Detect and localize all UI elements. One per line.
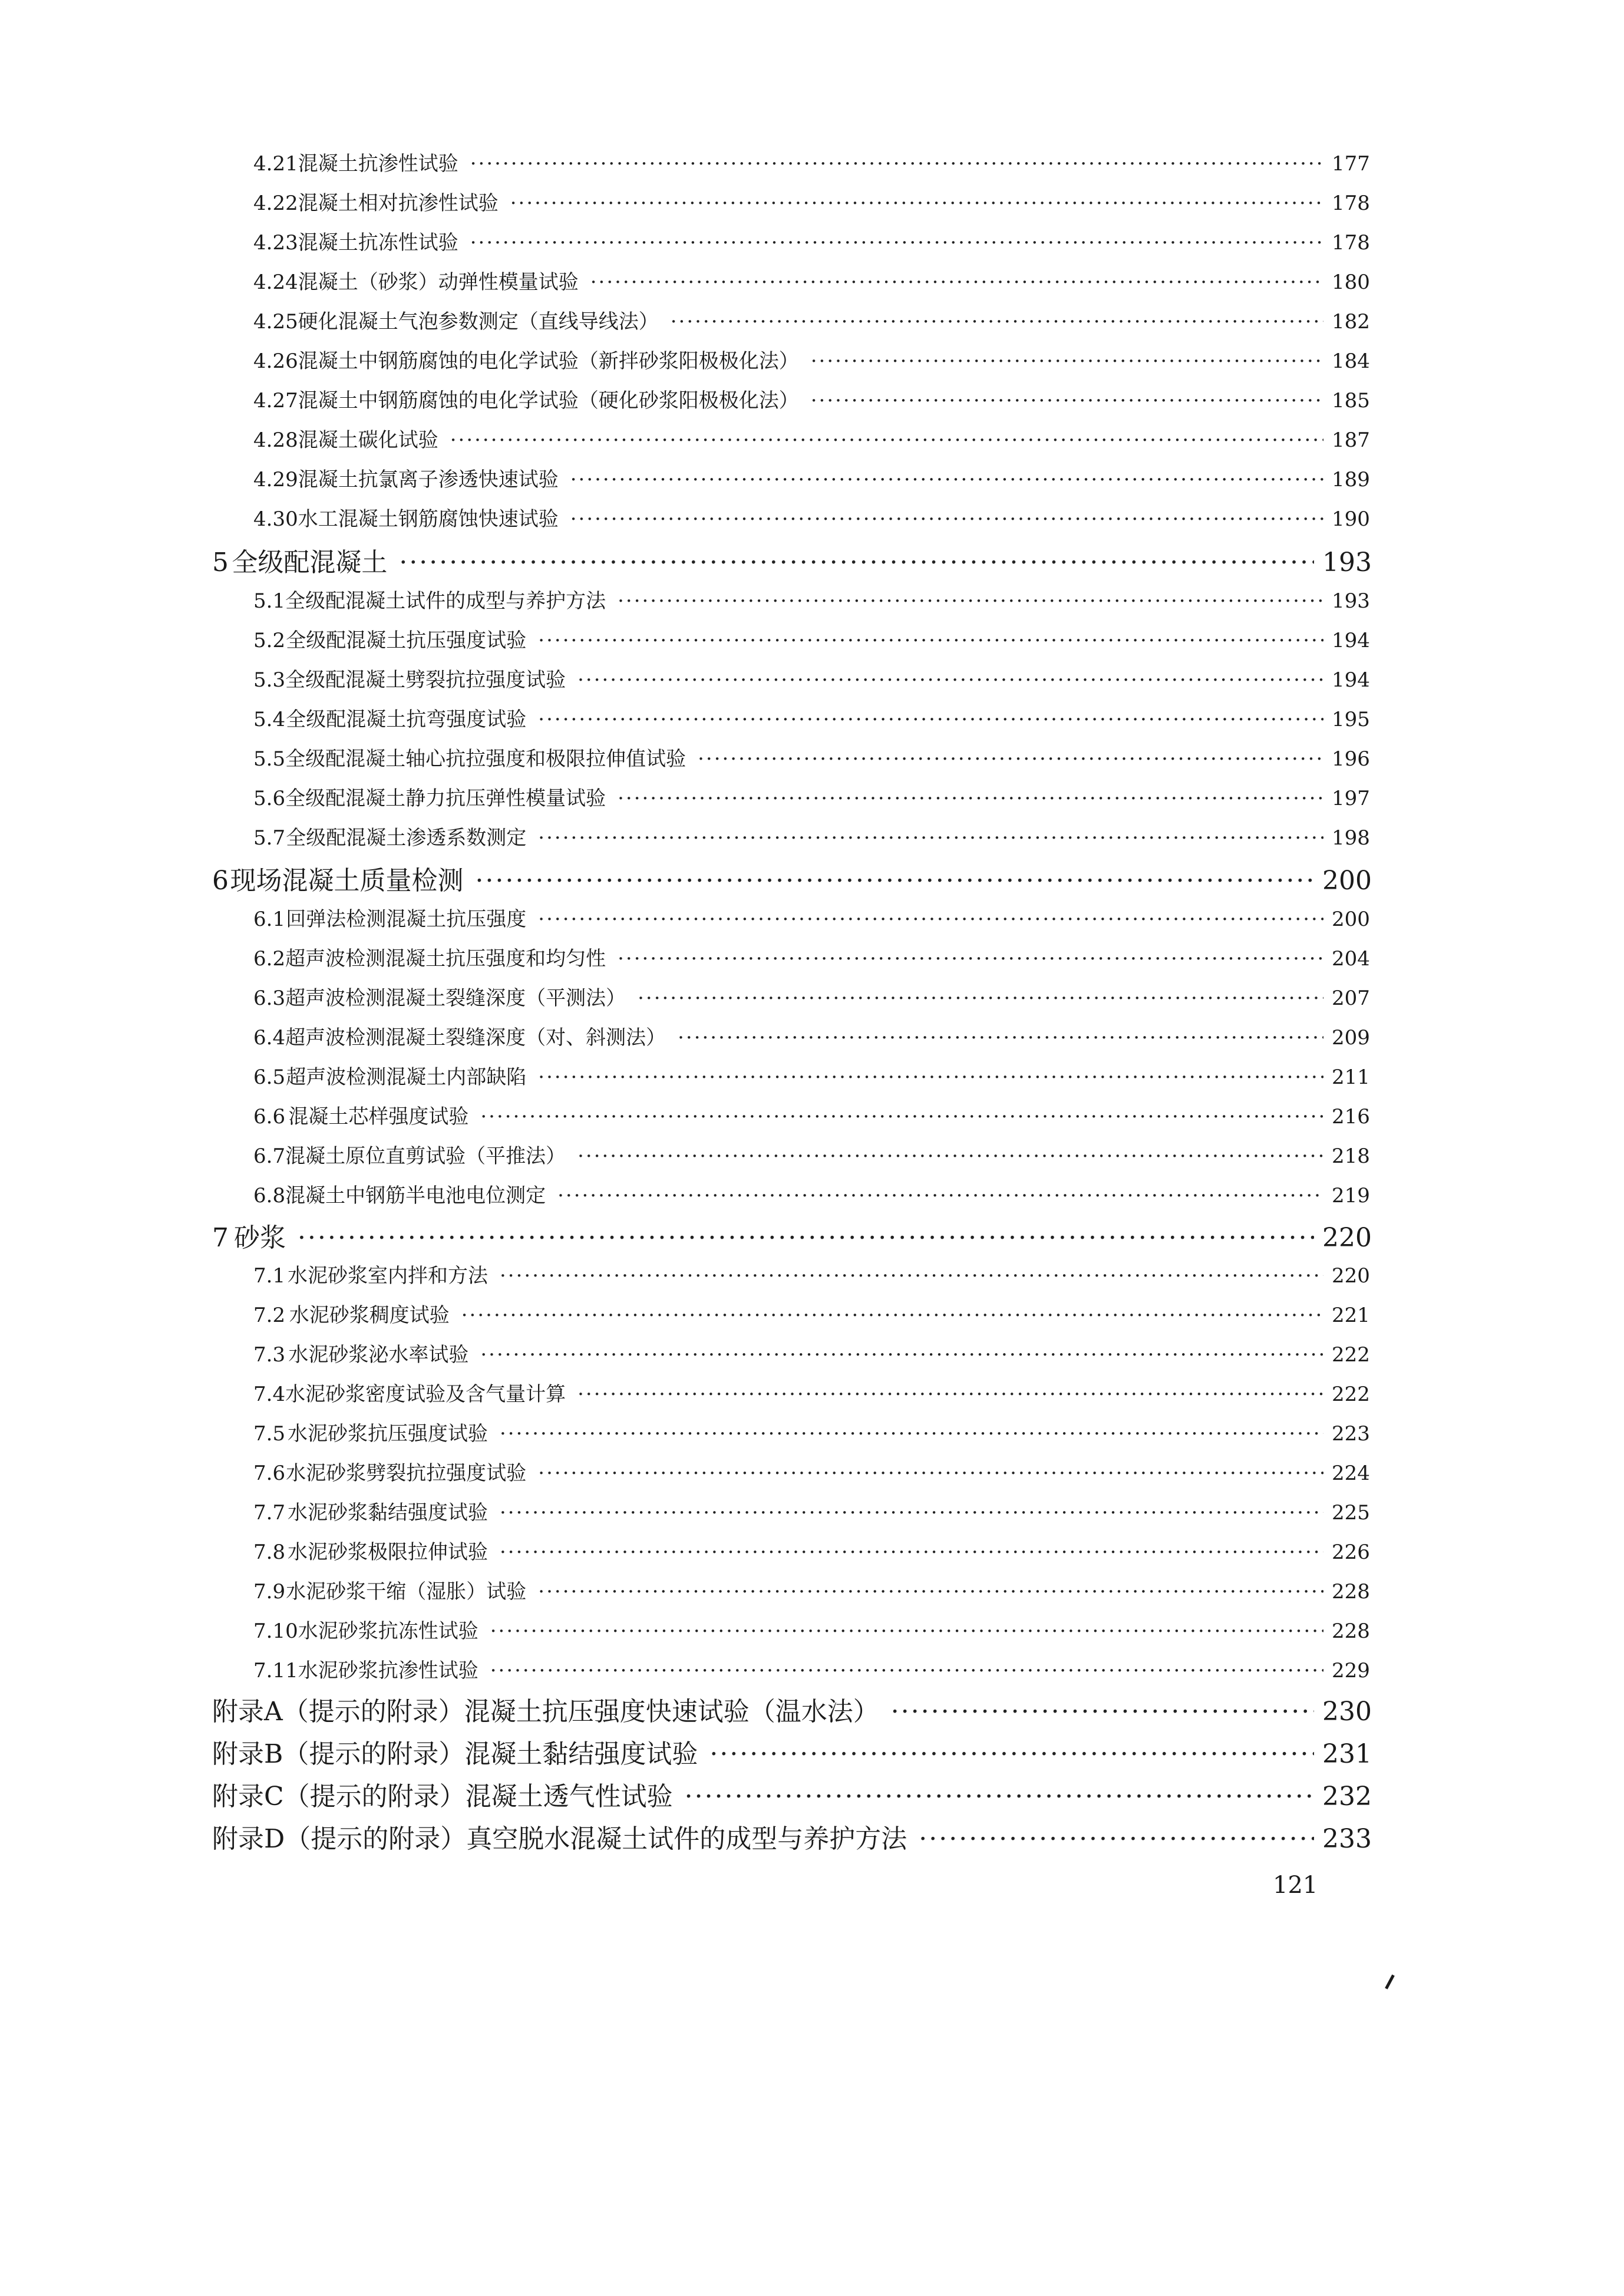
dot-leader (698, 747, 1323, 771)
dot-leader (298, 1223, 1314, 1253)
section-number: 6.5 (253, 1065, 286, 1089)
section-title: 回弹法检测混凝土抗压强度 (286, 908, 527, 931)
section-title: 水泥砂浆密度试验及含气量计算 (285, 1383, 566, 1406)
toc-entry[interactable] (0, 1496, 1624, 1525)
toc-entry[interactable] (0, 1299, 1624, 1328)
dot-leader (490, 1659, 1323, 1683)
chapter-title: 砂浆 (234, 1223, 286, 1253)
toc-entry[interactable] (0, 782, 1624, 811)
section-title: 水泥砂浆泌水率试验 (288, 1343, 469, 1367)
section-number: 7.11 (253, 1659, 298, 1683)
section-number: 6.7 (253, 1144, 286, 1168)
section-title: 全级配混凝土试件的成型与养护方法 (285, 589, 606, 613)
section-title: 混凝土中钢筋半电池电位测定 (285, 1184, 546, 1208)
section-number: 5.5 (253, 747, 286, 771)
section-number: 7.2 (253, 1304, 286, 1327)
page-number: 197 (1332, 787, 1370, 810)
dot-leader (570, 468, 1323, 491)
dot-leader (557, 1184, 1323, 1208)
dot-leader (538, 908, 1323, 931)
dot-leader (671, 310, 1323, 334)
page-number: 180 (1332, 270, 1370, 294)
page-number: 189 (1332, 468, 1370, 491)
dot-leader (490, 1619, 1323, 1643)
toc-entry[interactable] (0, 503, 1624, 532)
appendix-label: 附录D (212, 1824, 285, 1854)
toc-appendix[interactable] (0, 1817, 1624, 1855)
toc-entry[interactable] (0, 384, 1624, 413)
section-number: 5.4 (253, 708, 286, 731)
section-title: 混凝土碳化试验 (298, 428, 438, 452)
toc-entry[interactable] (0, 585, 1624, 613)
page-number: 231 (1322, 1739, 1372, 1769)
section-number: 7.7 (253, 1501, 286, 1525)
toc-entry[interactable] (0, 942, 1624, 971)
section-number: 4.22 (253, 192, 298, 215)
section-title: 水泥砂浆抗压强度试验 (288, 1422, 488, 1446)
dot-leader (399, 547, 1314, 578)
section-number: 7.6 (253, 1462, 286, 1485)
toc-entry[interactable] (0, 703, 1624, 732)
toc-entry[interactable] (0, 1021, 1624, 1050)
dot-leader (461, 1304, 1323, 1327)
page-number: 224 (1332, 1462, 1370, 1485)
page-number: 218 (1332, 1144, 1370, 1168)
toc-entry[interactable] (0, 463, 1624, 492)
section-title: 水泥砂浆干缩（湿胀）试验 (286, 1580, 527, 1604)
section-title: 水泥砂浆室内拌和方法 (288, 1264, 488, 1288)
dot-leader (500, 1422, 1323, 1446)
appendix-label: 附录A (212, 1697, 283, 1727)
toc-chapter[interactable] (0, 859, 1624, 897)
toc-entry[interactable] (0, 266, 1624, 295)
page-number: 194 (1332, 629, 1370, 652)
toc-chapter[interactable] (0, 541, 1624, 579)
section-title: 混凝土中钢筋腐蚀的电化学试验（硬化砂浆阳极极化法） (298, 389, 799, 413)
dot-leader (450, 428, 1323, 452)
page-number: 229 (1332, 1659, 1370, 1683)
dot-leader (500, 1264, 1323, 1288)
dot-leader (811, 389, 1323, 413)
page-number: 193 (1322, 547, 1372, 578)
toc-entry[interactable] (0, 1417, 1624, 1446)
toc-entry[interactable] (0, 424, 1624, 453)
section-title: 水泥砂浆抗渗性试验 (298, 1659, 478, 1683)
page-number: 216 (1332, 1105, 1370, 1129)
section-title: 混凝土抗冻性试验 (298, 231, 458, 255)
toc-entry[interactable] (0, 1457, 1624, 1486)
toc-entry[interactable] (0, 822, 1624, 850)
page-number: 230 (1322, 1697, 1372, 1727)
dot-leader (618, 589, 1323, 613)
dot-leader (538, 629, 1323, 652)
page-number: 187 (1332, 428, 1370, 452)
section-title: 全级配混凝土抗弯强度试验 (286, 708, 527, 731)
section-title: 水工混凝土钢筋腐蚀快速试验 (298, 507, 559, 531)
page-number: 178 (1332, 192, 1370, 215)
appendix-title: （提示的附录）混凝土抗压强度快速试验（温水法） (282, 1697, 879, 1727)
page-number: 184 (1332, 349, 1370, 373)
section-number: 5.2 (253, 629, 286, 652)
section-number: 4.29 (253, 468, 298, 491)
page-number: 194 (1332, 668, 1370, 692)
section-title: 超声波检测混凝土抗压强度和均匀性 (285, 947, 606, 971)
section-number: 4.27 (253, 389, 298, 413)
dot-leader (618, 787, 1323, 810)
section-number: 4.23 (253, 231, 298, 255)
toc-entry[interactable] (0, 743, 1624, 771)
section-number: 7.3 (253, 1343, 286, 1367)
appendix-label: 附录C (212, 1782, 284, 1812)
toc-appendix[interactable] (0, 1733, 1624, 1770)
dot-leader (538, 826, 1323, 850)
section-number: 7.5 (253, 1422, 286, 1446)
section-title: 混凝土抗渗性试验 (298, 152, 458, 176)
page-number: 177 (1332, 152, 1370, 176)
section-title: 硬化混凝土气泡参数测定（直线导线法） (298, 310, 659, 334)
section-title: 混凝土相对抗渗性试验 (298, 192, 499, 215)
dot-leader (470, 152, 1323, 176)
section-title: 超声波检测混凝土裂缝深度（对、斜测法） (285, 1026, 666, 1050)
chapter-number: 7 (212, 1223, 229, 1253)
page-number: 221 (1332, 1304, 1370, 1327)
dot-leader (919, 1824, 1314, 1854)
section-number: 7.10 (253, 1619, 298, 1643)
toc-entry[interactable] (0, 345, 1624, 374)
dot-leader (678, 1026, 1323, 1050)
page-number: 233 (1322, 1824, 1372, 1854)
dot-leader (577, 1144, 1323, 1168)
section-number: 4.30 (253, 507, 298, 531)
section-number: 4.24 (253, 270, 298, 294)
page-number: 223 (1332, 1422, 1370, 1446)
page-number: 200 (1322, 866, 1372, 896)
dot-leader (480, 1343, 1323, 1367)
page-number: 196 (1332, 747, 1370, 771)
dot-leader (709, 1739, 1314, 1769)
section-title: 全级配混凝土渗透系数测定 (286, 826, 527, 850)
dot-leader (638, 987, 1323, 1010)
toc-appendix[interactable] (0, 1690, 1624, 1728)
dot-leader (538, 1065, 1323, 1089)
section-number: 4.21 (253, 152, 298, 176)
stray-pen-mark (1385, 1974, 1395, 1989)
section-title: 全级配混凝土抗压强度试验 (286, 629, 527, 652)
page-number: 182 (1332, 310, 1370, 334)
toc-entry[interactable] (0, 147, 1624, 176)
page-number: 193 (1332, 589, 1370, 613)
section-number: 6.8 (253, 1184, 286, 1208)
toc-entry[interactable] (0, 624, 1624, 653)
folio-page-number: 121 (1273, 1872, 1318, 1899)
section-title: 混凝土原位直剪试验（平推法） (285, 1144, 566, 1168)
dot-leader (480, 1105, 1323, 1129)
appendix-title: （提示的附录）真空脱水混凝土试件的成型与养护方法 (285, 1824, 907, 1854)
toc-chapter[interactable] (0, 1216, 1624, 1254)
section-title: 超声波检测混凝土内部缺陷 (286, 1065, 527, 1089)
toc-entry[interactable] (0, 903, 1624, 932)
dot-leader (577, 1383, 1323, 1406)
page-number: 220 (1322, 1223, 1372, 1253)
dot-leader (618, 947, 1323, 971)
section-number: 5.7 (253, 826, 286, 850)
page-number: 190 (1332, 507, 1370, 531)
toc-entry[interactable] (0, 1061, 1624, 1090)
toc-entry[interactable] (0, 1654, 1624, 1683)
page-number: 225 (1332, 1501, 1370, 1525)
section-title: 混凝土中钢筋腐蚀的电化学试验（新拌砂浆阳极极化法） (298, 349, 799, 373)
dot-leader (500, 1540, 1323, 1564)
section-title: 水泥砂浆极限拉伸试验 (288, 1540, 488, 1564)
section-number: 7.9 (253, 1580, 286, 1604)
toc-entry[interactable] (0, 1338, 1624, 1367)
toc-entry[interactable] (0, 1575, 1624, 1604)
page-number: 219 (1332, 1184, 1370, 1208)
section-title: 水泥砂浆稠度试验 (289, 1304, 450, 1327)
dot-leader (470, 231, 1323, 255)
dot-leader (538, 708, 1323, 731)
page-number: 185 (1332, 389, 1370, 413)
section-number: 4.25 (253, 310, 298, 334)
page-number: 226 (1332, 1540, 1370, 1564)
section-number: 5.1 (253, 589, 286, 613)
dot-leader (811, 349, 1323, 373)
section-number: 4.28 (253, 428, 298, 452)
page-number: 195 (1332, 708, 1370, 731)
page-number: 228 (1332, 1619, 1370, 1643)
page-number: 200 (1332, 908, 1370, 931)
section-number: 6.6 (253, 1105, 286, 1129)
toc-entry[interactable] (0, 187, 1624, 216)
section-number: 6.4 (253, 1026, 286, 1050)
section-title: 全级配混凝土轴心抗拉强度和极限拉伸值试验 (285, 747, 686, 771)
page-number: 198 (1332, 826, 1370, 850)
appendix-label: 附录B (212, 1739, 283, 1769)
chapter-title: 全级配混凝土 (232, 547, 388, 578)
toc-appendix[interactable] (0, 1775, 1624, 1813)
dot-leader (590, 270, 1323, 294)
page-number: 178 (1332, 231, 1370, 255)
dot-leader (685, 1782, 1314, 1812)
dot-leader (538, 1462, 1323, 1485)
section-title: 混凝土芯样强度试验 (288, 1105, 469, 1129)
toc-entry[interactable] (0, 1179, 1624, 1208)
dot-leader (577, 668, 1323, 692)
dot-leader (476, 866, 1314, 896)
section-number: 5.3 (253, 668, 286, 692)
dot-leader (538, 1580, 1323, 1604)
page-number: 211 (1332, 1065, 1370, 1089)
section-title: 混凝土抗氯离子渗透快速试验 (298, 468, 559, 491)
page-number: 204 (1332, 947, 1370, 971)
section-title: 水泥砂浆抗冻性试验 (298, 1619, 478, 1643)
section-title: 水泥砂浆劈裂抗拉强度试验 (286, 1462, 527, 1485)
chapter-title: 现场混凝土质量检测 (230, 866, 464, 896)
section-title: 超声波检测混凝土裂缝深度（平测法） (285, 987, 626, 1010)
section-title: 混凝土（砂浆）动弹性模量试验 (298, 270, 579, 294)
section-number: 6.3 (253, 987, 286, 1010)
toc-entry[interactable] (0, 664, 1624, 692)
dot-leader (891, 1697, 1314, 1727)
toc-entry[interactable] (0, 1378, 1624, 1407)
page-number: 232 (1322, 1782, 1372, 1812)
page-number: 222 (1332, 1343, 1370, 1367)
page-number: 220 (1332, 1264, 1370, 1288)
toc-entry[interactable] (0, 1259, 1624, 1288)
toc-entry[interactable] (0, 1615, 1624, 1644)
section-number: 6.2 (253, 947, 286, 971)
toc-entry[interactable] (0, 1100, 1624, 1129)
section-number: 7.4 (253, 1383, 286, 1406)
toc-entry[interactable] (0, 305, 1624, 334)
chapter-number: 5 (212, 547, 229, 578)
section-number: 7.1 (253, 1264, 286, 1288)
toc-entry[interactable] (0, 1140, 1624, 1169)
toc-entry[interactable] (0, 982, 1624, 1011)
section-number: 4.26 (253, 349, 298, 373)
dot-leader (510, 192, 1323, 215)
toc-entry[interactable] (0, 1536, 1624, 1565)
appendix-title: （提示的附录）混凝土黏结强度试验 (283, 1739, 698, 1769)
toc-entry[interactable] (0, 226, 1624, 255)
section-title: 全级配混凝土劈裂抗拉强度试验 (285, 668, 566, 692)
section-title: 水泥砂浆黏结强度试验 (288, 1501, 488, 1525)
chapter-number: 6 (212, 866, 229, 896)
dot-leader (500, 1501, 1323, 1525)
page-number: 207 (1332, 987, 1370, 1010)
section-number: 5.6 (253, 787, 286, 810)
page-number: 209 (1332, 1026, 1370, 1050)
appendix-title: （提示的附录）混凝土透气性试验 (283, 1782, 673, 1812)
section-number: 7.8 (253, 1540, 286, 1564)
page-number: 222 (1332, 1383, 1370, 1406)
section-number: 6.1 (253, 908, 286, 931)
dot-leader (570, 507, 1323, 531)
section-title: 全级配混凝土静力抗压弹性模量试验 (285, 787, 606, 810)
page-number: 228 (1332, 1580, 1370, 1604)
